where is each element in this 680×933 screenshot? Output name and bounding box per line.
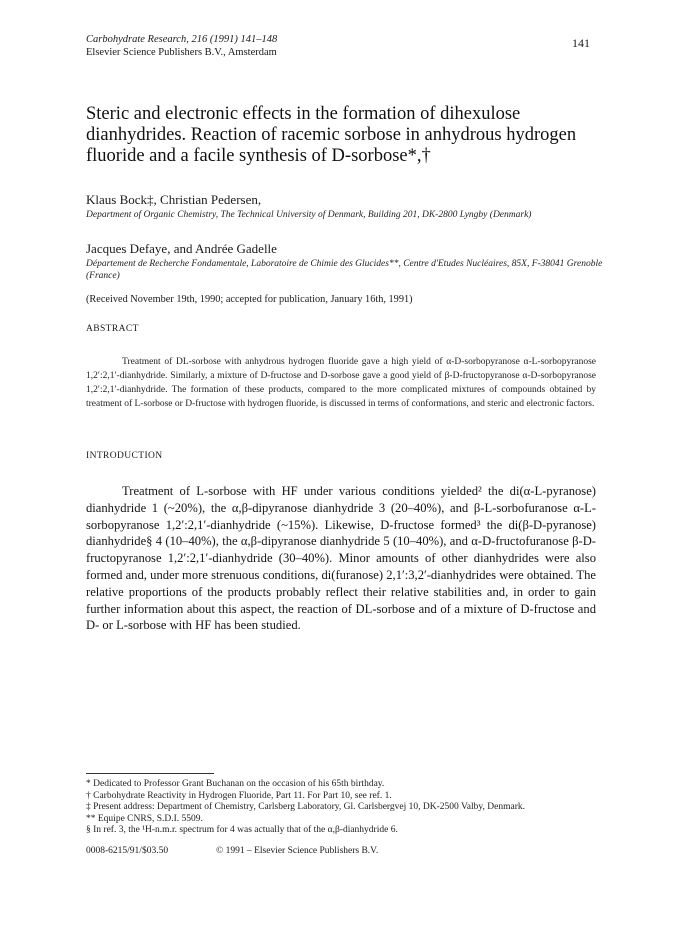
footnotes: [86, 779, 598, 837]
abstract-text: Treatment of DL-sorbose with anhydrous hydrogen fluoride gave a high yield of α-D-sorbopyranose α-L-sorbopyranose 1,2′:2,1′-dianhydride. Similarly, a mixture of D-fructose and D-sorbose gave a good yield of β-D-fructopyranose α-D-sorbopyranose 1,2′:2,1′-dianhydride. The formation of these products, compared to the more complicated mixtures of compounds obtained by treatment of L-sorbose or D-fructose with hydrogen fluoride, is discussed in terms of conformations, and steric and electronic factors.: [86, 357, 596, 409]
price-code: 0008-6215/91/$03.50: [86, 846, 169, 856]
footnote: ** Equipe CNRS, S.D.I. 5509.: [86, 813, 203, 824]
footnote: ‡ Present address: Department of Chemistry, Carlsberg Laboratory, Gl. Carlsbergvej 10, DK-2500 Valby, Denmark.: [86, 802, 526, 813]
introduction-heading: INTRODUCTION: [86, 451, 163, 461]
introduction-text: Treatment of L-sorbose with HF under various conditions yielded² the di(α-L-pyranose) dianhydride 1 (~20%), the α,β-dipyranose dianhydride 3 (20–40%), and β-L-sorbofuranose α-L-sorbopyranose 1,2′:2,1′-dianhydride (~15%). Likewise, D-fructose formed³ the di(β-D-pyranose) dianhydride§ 4 (10–40%), the α,β-dipyranose dianhydride 5 (10–40%), and α-D-fructofuranose β-D-fructopyranose 1,2′:2,1′-dianhydride (30–40%). Minor amounts of other dianhydrides were also formed and, under more strenuous conditions, di(furanose) 2,1′:3,2′-dianhydrides were obtained. The relative proportions of the products probably reflect their relative stabilities and, in order to gain further information about this aspect, the reaction of DL-sorbose and of a mixture of D-fructose and D- or L-sorbose with HF has been studied.: [86, 484, 596, 633]
page-number: 141: [572, 36, 590, 50]
author-group-1: Klaus Bock‡, Christian Pedersen,: [86, 192, 262, 207]
footnote: † Carbohydrate Reactivity in Hydrogen Fluoride, Part 11. For Part 10, see ref. 1.: [86, 790, 392, 801]
received-dates: (Received November 19th, 1990; accepted for publication, January 16th, 1991): [86, 294, 413, 305]
footnote: § In ref. 3, the ¹H-n.m.r. spectrum for 4 was actually that of the α,β-dianhydride 6.: [86, 825, 398, 836]
publisher-line: Elsevier Science Publishers B.V., Amsterdam: [86, 47, 277, 58]
article-title: Steric and electronic effects in the formation of dihexulose dianhydrides. Reaction of racemic sorbose in anhydrous hydrogen fluoride and a facile synthesis of D-sorbose*,†: [86, 104, 577, 166]
affiliation-1: Department of Organic Chemistry, The Technical University of Denmark, Building 201, DK-2800 Lyngby (Denmark): [86, 210, 532, 220]
journal-citation: Carbohydrate Research, 216 (1991) 141–148: [86, 34, 278, 45]
abstract-heading: ABSTRACT: [86, 324, 139, 334]
journal-header: [86, 33, 277, 59]
footnote-divider: [86, 773, 214, 774]
author-group-2: Jacques Defaye, and Andrée Gadelle: [86, 241, 277, 256]
copyright-notice: © 1991 – Elsevier Science Publishers B.V.: [216, 846, 379, 856]
affiliation-2: Département de Recherche Fondamentale, Laboratoire de Chimie des Glucides**, Centre d'Etudes Nucléaires, 85X, F-38041 Grenoble (France): [86, 259, 603, 281]
footnote: * Dedicated to Professor Grant Buchanan on the occasion of his 65th birthday.: [86, 779, 385, 789]
